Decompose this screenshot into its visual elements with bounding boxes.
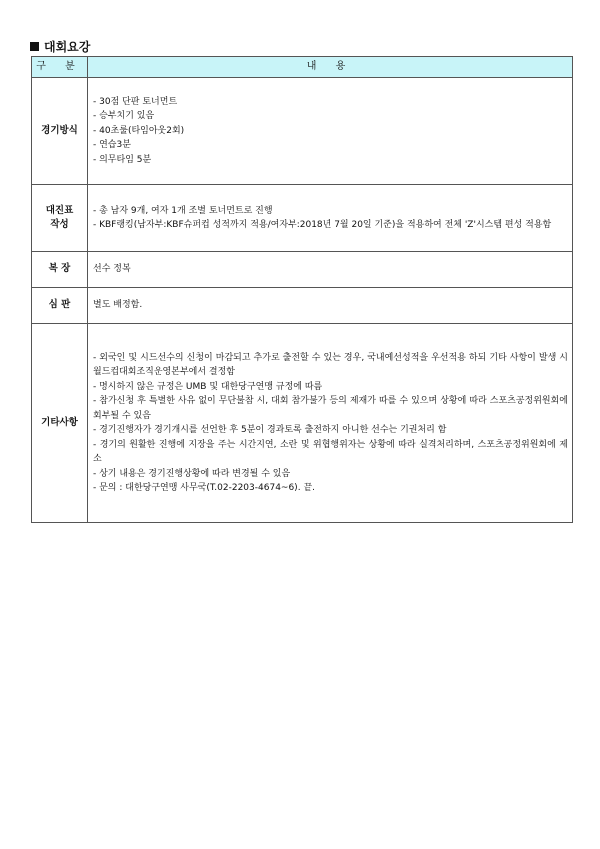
list-item: - 40초룰(타임아웃2회) bbox=[93, 125, 185, 136]
list-item: - 명시하지 않은 규정은 UMB 및 대한당구연맹 규정에 따름 bbox=[93, 381, 323, 392]
table-row-referee bbox=[32, 288, 573, 324]
list-item: - 참가신청 후 특별한 사유 없이 무단불참 시, 대회 참가불가 등의 제재가 따를 수 있으며 상황에 따라 스포츠공정위원회에 회부될 수 있음 bbox=[93, 396, 568, 421]
table-row-game-method bbox=[32, 78, 573, 185]
black-square-icon bbox=[30, 42, 39, 51]
list-item: - 의무타임 5분 bbox=[93, 154, 152, 165]
row-label-line: 대진표 bbox=[45, 204, 74, 216]
list-item: - 연습3분 bbox=[93, 140, 131, 151]
competition-rules-table bbox=[31, 56, 573, 523]
row-label: 심 판 bbox=[32, 288, 88, 324]
row-content bbox=[88, 324, 573, 523]
section-title-text: 대회요강 bbox=[44, 40, 91, 54]
row-label: 경기방식 bbox=[32, 78, 88, 185]
row-content: 선수 정복 bbox=[88, 252, 573, 288]
list-item: - 승부치기 있음 bbox=[93, 111, 155, 122]
header-content: 내 용 bbox=[88, 57, 573, 78]
section-heading bbox=[30, 38, 90, 55]
list-item: - 경기의 원활한 진행에 지장을 주는 시간지연, 소란 및 위협행위자는 상황에 따라 실격처리하며, 스포츠공정위원회에 제소 bbox=[93, 439, 568, 464]
list-item: - 외국인 및 시드선수의 신청이 마감되고 추가로 출전할 수 있는 경우, 국내예선성적을 우선적용 하되 기타 사항이 발생 시 월드컵대회조직운영본부에서 결정함 bbox=[93, 352, 568, 377]
row-content: 별도 배정함. bbox=[88, 288, 573, 324]
list-item: - 경기진행자가 경기개시를 선언한 후 5분이 경과토록 출전하지 아니한 선수는 기권처리 함 bbox=[93, 425, 447, 435]
table-row-misc bbox=[32, 324, 573, 523]
table-header-row bbox=[32, 57, 573, 78]
list-item: - 총 남자 9개, 여자 1개 조별 토너먼트로 진행 bbox=[93, 205, 273, 216]
row-label bbox=[32, 185, 88, 252]
list-item: - KBF랭킹(남자부:KBF슈퍼컵 성적까지 적용/여자부:2018년 7월 20일 기준)을 적용하여 전체 'Z'시스템 편성 적용함 bbox=[93, 220, 552, 230]
list-item: - 상기 내용은 경기진행상황에 따라 변경될 수 있음 bbox=[93, 468, 291, 479]
list-item: - 문의 : 대한당구연맹 사무국(T.02-2203-4674~6). 끝. bbox=[93, 483, 315, 493]
row-label: 복 장 bbox=[32, 252, 88, 288]
list-item: - 30점 단판 토너먼트 bbox=[93, 96, 178, 107]
table-row-bracket bbox=[32, 185, 573, 252]
header-category: 구 분 bbox=[32, 57, 88, 78]
row-label-line: 작성 bbox=[50, 219, 69, 230]
row-content bbox=[88, 78, 573, 185]
row-label: 기타사항 bbox=[32, 324, 88, 523]
table-row-dress bbox=[32, 252, 573, 288]
row-content bbox=[88, 185, 573, 252]
